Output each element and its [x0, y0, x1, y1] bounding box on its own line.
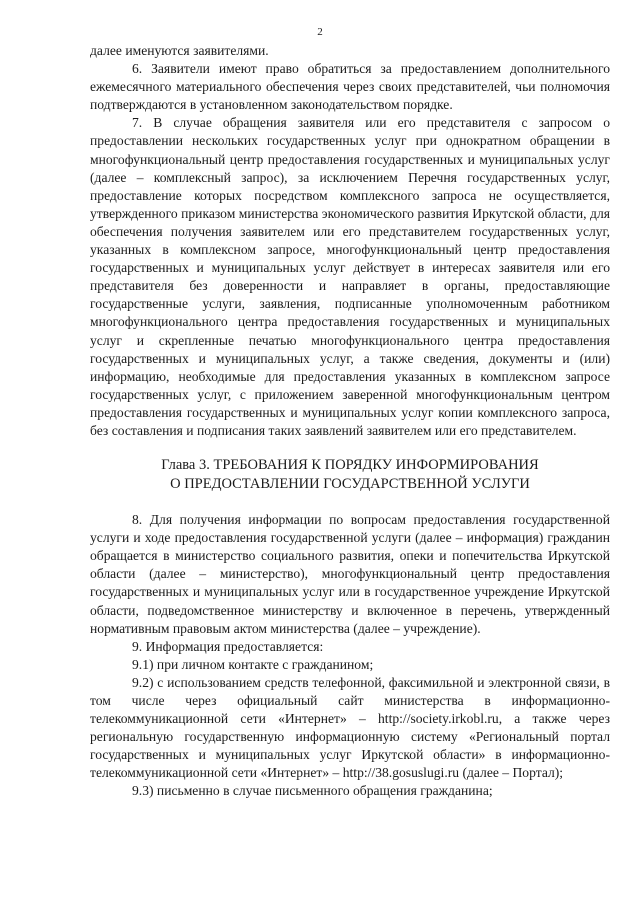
paragraph-9-2: 9.2) с использованием средств телефонной, факсимильной и электронной связи, в том числе через официальный сайт министерства в информационно-телекоммуникационной сети «Интернет» – http://society.irkobl.ru, а также через региональную государственную информационную систему «Региональный портал государственных и муниципальных услуг Иркутской области» в информационно-телекоммуникационной сети «Интернет» – http://38.gosuslugi.ru (далее – Портал);: [90, 674, 610, 781]
page-number: 2: [317, 26, 323, 38]
chapter-heading-line-2: О ПРЕДОСТАВЛЕНИИ ГОСУДАРСТВЕННОЙ УСЛУГИ: [170, 475, 530, 492]
paragraph-6: 6. Заявители имеют право обратиться за предоставлением дополнительного ежемесячного материального обеспечения через своих представителей, чьи полномочия подтверждаются в установленном законодательством порядке.: [90, 61, 610, 113]
paragraph-8: 8. Для получения информации по вопросам предоставления государственной услуги и ходе предоставления государственной услуги (далее – информация) гражданин обращается в министерство социального развития, опеки и попечительства Иркутской области (далее – министерство), многофункциональный центр предоставления государственных и муниципальных услуг или в государственное учреждение Иркутской области, подведомственное министерству и включенное в перечень, утвержденный нормативным правовым актом министерства (далее – учреждение).: [90, 512, 610, 636]
paragraph-9-3: 9.3) письменно в случае письменного обращения гражданина;: [132, 783, 493, 799]
document-body: [90, 42, 610, 801]
paragraph-7: 7. В случае обращения заявителя или его представителя с запросом о предоставлении нескольких государственных услуг при однократном обращении в многофункциональный центр предоставления государственных и муниципальных услуг (далее – комплексный запрос), за исключением Перечня государственных услуг, предоставление которых посредством комплексного запроса не осуществляется, утвержденного приказом министерства экономического развития Иркутской области, для обеспечения получения заявителем или его представителем государственных услуг, указанных в комплексном запросе, многофункциональный центр предоставления государственных и муниципальных услуг действует в интересах заявителя или его представителя без доверенности и направляет в органы, предоставляющие государственные услуги, заявления, подписанные уполномоченным работником многофункционального центра предоставления государственных и муниципальных услуг и скрепленные печатью многофункционального центра предоставления государственных и муниципальных услуг, а также сведения, документы и (или) информацию, необходимые для предоставления указанных в комплексном запросе государственных услуг, с приложением заверенной многофункциональным центром предоставления государственных и муниципальных услуг копии комплексного запроса, без составления и подписания таких заявлений заявителем или его представителем.: [90, 115, 610, 438]
paragraph-9: 9. Информация предоставляется:: [132, 638, 324, 654]
chapter-heading: [90, 456, 610, 493]
chapter-heading-line-1: Глава 3. ТРЕБОВАНИЯ К ПОРЯДКУ ИНФОРМИРОВАНИЯ: [161, 457, 539, 474]
paragraph-continuation: далее именуются заявителями.: [90, 43, 269, 58]
paragraph-9-1: 9.1) при личном контакте с гражданином;: [132, 656, 374, 672]
